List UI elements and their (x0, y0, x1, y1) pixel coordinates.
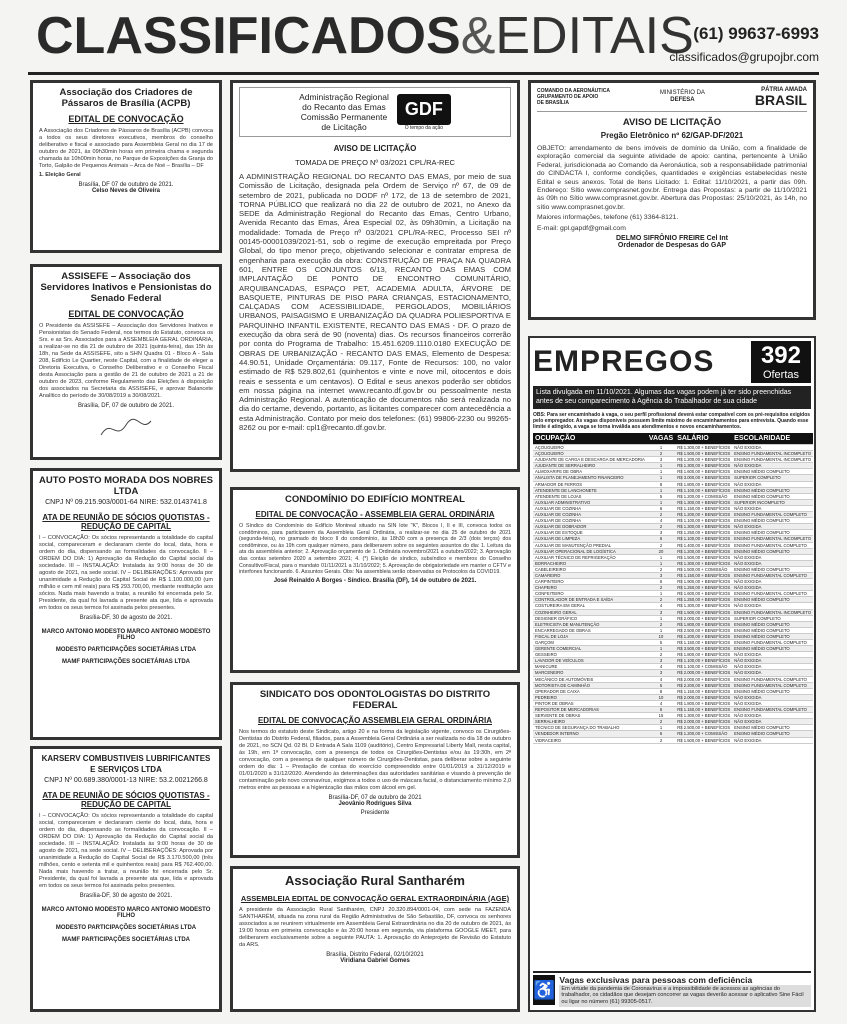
job-escolaridade: ENSINO MÉDIO COMPLETO (732, 621, 813, 627)
santharem-date: Brasília, Distrito Federal, 02/10/2021 (326, 952, 424, 958)
job-vagas: 3 (647, 457, 675, 463)
job-vagas: 4 (647, 603, 675, 609)
job-vagas: 2 (647, 451, 675, 457)
santharem-title: Associação Rural Santharém (285, 873, 465, 888)
job-salario: R$ 1.500,00 + BENEFÍCIOS (677, 609, 731, 615)
gap-brasil: BRASIL (754, 92, 807, 108)
job-ocupacao: GARÇOM (533, 640, 647, 646)
gap-ministry2: DEFESA (670, 97, 695, 103)
job-ocupacao: VIDRACEIRO (533, 737, 647, 743)
job-vagas: 2 (647, 524, 675, 530)
gdf-org3: Comissão Permanente (300, 112, 388, 122)
job-ocupacao: COZINHEIRO GERAL (533, 609, 647, 615)
job-salario: R$ 1.500,00 + BENEFÍCIOS (677, 554, 731, 560)
ofertas-count: 392 (760, 342, 801, 369)
job-salario: R$ 1.100,00 + BENEFÍCIOS (677, 518, 731, 524)
job-salario: R$ 3.000,00 + BENEFÍCIOS (677, 475, 731, 481)
job-vagas: 2 (647, 652, 675, 658)
job-escolaridade: ENSINO MÉDIO COMPLETO (732, 633, 813, 639)
job-vagas: 2 (647, 542, 675, 548)
santharem-subtitle: ASSEMBLEIA EDITAL DE CONVOCAÇÃO GERAL EXTRAORDINÁRIA (AGE) (240, 894, 510, 903)
deficiencia-box (533, 971, 811, 1007)
job-vagas: 10 (647, 633, 675, 639)
gap-info: Maiores informações, telefone (61) 3364-8121. (537, 214, 679, 222)
condominio-title: CONDOMÍNIO DO EDIFÍCIO MONTREAL (285, 494, 465, 505)
masthead-bold: CLASSIFICADOS (36, 7, 461, 65)
job-escolaridade: NÃO EXIGIDA (732, 713, 813, 719)
santharem-ad (230, 866, 520, 1012)
job-escolaridade: NÃO EXIGIDA (732, 579, 813, 585)
acpb-body: A Associação dos Criadores de Pássaros de Brasília (ACPB) convoca a todos os seus diretores executivos, membros do conselho deliberativo e fiscal e associado para Assembleia Geral no dia 17 de outubro de 2021, às 09h30min horas em primeira chama e segunda chamada às 10h00min horas, no Parque de Exposições da Granja do Torto, Galpão de Pequenos Animais – Arca de Noé – Brasília – DF (39, 128, 213, 169)
job-escolaridade: NÃO EXIGIDA (732, 670, 813, 676)
karserv-body: I – CONVOCAÇÃO: Os sócios representando a totalidade do capital social, compareceram e declararam ciente do local, data, hora e ordem do dia, dispensando as formalidades da convocação. II – ORDEM DO DIA: 1) Aprovação da Redução do Capital social da sociedade. III – INSTALAÇÃO: Instalada às 9:00 horas de 30 de agosto de 2021, na sede social. IV – DELIBERAÇÕES: Aprovada por unanimidade a Redução do Capital Social de R$ 3.170.500,00 (três milhões, cento e setenta mil e quinhentos reais) para R$ 762.400,00. Nada mais havendo a tratar, a reunião foi encerrada pelo Sr. Presidente, da qual foi lavrada a presente ata que, lida e aprovada em todos os seus termos foi assinada pelos presentes. (39, 813, 213, 889)
job-ocupacao: AUXILIAR DE COZINHA (533, 518, 647, 524)
job-salario: R$ 1.200,00 + BENEFÍCIOS (677, 548, 731, 554)
karserv-date: Brasília-DF, 30 de agosto de 2021. (79, 893, 173, 899)
job-ocupacao: COSTUREIRA EM GERAL (533, 603, 647, 609)
job-ocupacao: ALMOXARIFE DE OBRA (533, 469, 647, 475)
deficiencia-title: Vagas exclusivas para pessoas com deficiência (559, 974, 753, 985)
job-escolaridade: SUPERIOR COMPLETO (732, 615, 813, 621)
assisefe-date: Brasília, DF, 07 de outubro de 2021. (77, 403, 175, 409)
job-ocupacao: AUXILIAR TÉCNICO DE REFRIGERAÇÃO (533, 554, 647, 560)
empregos-section (528, 336, 816, 1012)
job-vagas: 5 (647, 682, 675, 688)
gap-role: Ordenador de Despesas do GAP (617, 242, 727, 250)
job-escolaridade: ENSINO FUNDAMENTAL INCOMPLETO (734, 536, 812, 542)
job-escolaridade: ENSINO MÉDIO COMPLETO (732, 646, 813, 652)
job-vagas: 3 (647, 530, 675, 536)
empregos-obs: OBS: Para ser encaminhado à vaga, o seu perfil profissional deverá estar compatível com os pré-requisitos exigidos pelo empregador. As vagas disponíveis possuem limite máximo de encaminhamentos para entrevista. Quando esse limite é atingido, a vaga se torna inválida aos atendimentos e novos encaminhamentos. (533, 412, 811, 430)
job-ocupacao: AUXILIAR DE DOBRADOR (533, 524, 647, 530)
job-escolaridade: ENSINO MÉDIO COMPLETO (732, 597, 813, 603)
job-vagas: 5 (647, 640, 675, 646)
masthead (36, 6, 694, 66)
santharem-body: A presidente da Associação Rural Santharém, CNPJ 20.320.894/0001-04, com sede na FAZENDA SANTHARÉM, situada na zona rural da Região Administrativa de São Sebastião, DF, convoca os senhores associados a se reunirem virtualmente em Assembleia Geral Extraordinária no dia 20 de outubro de 2021, às 19:00 horas em primeira convocação e às 20:00 horas em segunda, via plataforma GOOGLE MEET, para deliberarem exclusivamente sobre a seguinte PAUTA: 1. Aprovação do Anteprojeto de Revisão do Estatuto da ARS. (239, 907, 511, 948)
job-vagas: 8 (647, 481, 675, 487)
karserv-subtitle: ATA DE REUNIÃO DE SÓCIOS QUOTISTAS - REDUÇÃO DE CAPITAL (42, 791, 210, 809)
job-vagas: 1 (647, 591, 675, 597)
job-salario: R$ 1.300,00 + BENEFÍCIOS (677, 463, 731, 469)
assisefe-title: ASSISEFE – Associação dos Servidores Inativos e Pensionistas do Senado Federal (40, 271, 212, 304)
job-vagas: 1 (647, 475, 675, 481)
job-vagas: 3 (647, 572, 675, 578)
job-escolaridade: NÃO EXIGIDA (732, 585, 813, 591)
gap-signer: DELMO SIFRÔNIO FREIRE Cel Int (615, 235, 728, 243)
job-ocupacao: OPERADOR DE CAIXA (533, 688, 647, 694)
condominio-subtitle: EDITAL DE CONVOCAÇÃO - ASSEMBLEIA GERAL ORDINÁRIA (255, 510, 495, 519)
posto-sig2: MODESTO PARTICIPAÇÕES SOCIETÁRIAS LTDA (55, 647, 197, 653)
job-ocupacao: SERRALHEIRO (533, 719, 647, 725)
col-ocupacao: OCUPAÇÃO (533, 433, 647, 445)
job-vagas: 1 (647, 725, 675, 731)
job-vagas: 15 (647, 713, 675, 719)
job-ocupacao: ANALISTA DE PLANEJAMENTO FINANCEIRO (533, 475, 647, 481)
gap-patria: PÁTRIA AMADA (761, 87, 807, 93)
job-escolaridade: NÃO EXIGIDA (732, 700, 813, 706)
job-vagas: 2 (647, 512, 675, 518)
job-escolaridade: ENSINO FUNDAMENTAL COMPLETO (732, 676, 813, 682)
jobs-header-row (533, 433, 813, 445)
karserv-ad (30, 746, 222, 1012)
gap-org2: GRUPAMENTO DE APOIO (537, 94, 599, 100)
job-ocupacao: CARPINTEIRO (533, 579, 647, 585)
acpb-item: 1. Eleição Geral (39, 172, 81, 178)
job-salario: R$ 1.150,00 + BENEFÍCIOS (677, 572, 731, 578)
posto-subtitle: ATA DE REUNIÃO DE SÓCIOS QUOTISTAS - REDUÇÃO DE CAPITAL (42, 513, 210, 531)
job-vagas: 20 (647, 548, 675, 554)
job-salario: R$ 1.100,00 + BENEFÍCIOS (677, 658, 731, 664)
job-escolaridade: NÃO EXIGIDA (732, 694, 813, 700)
gap-ref: Pregão Eletrônico nº 62/GAP-DF/2021 (600, 131, 744, 140)
sindicato-body: Nos termos do estatuto deste Sindicato, artigo 20 e na forma da legislação vigente, convoco os Cirurgiões-Dentistas do Distrito Federal, filiados, para a Assembleia Geral Ordinária a ser realizada no dia 18 de outubro de 2021, no SCN Qd. 02 Bl. D Entrada A Sala 1109 (auditório), Centro Empresarial Liberty Mall, nesta capital, às 19h, em 1ª convocação, com a presença de todos os Cirurgiões-Dentistas e/ou às 19:30h, em 2ª convocação, com a presença de qualquer número de Cirurgiões-Dentistas, para deliberar sobre a seguinte ordem do dia: 1 – Prestação de contas do exercício compreendido entre 01/01/2019 a 31/12/2019 e 01/01/2020 a 31/12/2020. Atendendo às determinações das autoridades sanitárias e visando à prevenção de contaminação pelo novo coronavírus, exigimos a todos o uso de máscara facial, o distanciamento mínimo 2,0 metros entre as pessoas e a higienização das mãos com álcool em gel. (239, 729, 511, 791)
job-ocupacao: CONTROLADOR DE ENTRADA E SAÍDA (533, 597, 647, 603)
job-escolaridade: NÃO EXIGIDA (732, 445, 813, 451)
job-vagas: 2 (647, 585, 675, 591)
job-escolaridade: ENSINO MÉDIO COMPLETO (732, 493, 813, 499)
job-salario: R$ 2.000,00 + BENEFÍCIOS (677, 676, 731, 682)
gap-title: AVISO DE LICITAÇÃO (622, 117, 722, 128)
job-ocupacao: MARCENEIRO (533, 670, 647, 676)
assisefe-subtitle: EDITAL DE CONVOCAÇÃO (68, 309, 184, 319)
job-escolaridade: SUPERIOR COMPLETO (732, 475, 813, 481)
gap-header (537, 87, 807, 112)
gap-email: E-mail: gpl.gapdf@gmail.com (537, 224, 626, 232)
job-escolaridade: ENSINO FUNDAMENTAL COMPLETO (732, 591, 813, 597)
job-salario: R$ 1.600,00 + BENEFÍCIOS (677, 591, 731, 597)
job-ocupacao: DESIGNER GRÁFICO (533, 615, 647, 621)
sindicato-date: Brasília-DF, 07 de outubro de 2021 (328, 795, 422, 801)
job-ocupacao: MECÂNICO DE AUTOMÓVEIS (533, 676, 647, 682)
job-ocupacao: AUXILIAR DE ESTOQUE (533, 530, 647, 536)
header-phone: (61) 99637-6993 (693, 24, 819, 43)
job-ocupacao: PINTOR DE OBRAS (533, 700, 647, 706)
job-vagas: 3 (647, 658, 675, 664)
job-salario: R$ 1.100,00 + BENEFÍCIOS (677, 487, 731, 493)
job-vagas: 5 (647, 493, 675, 499)
posto-sig1: MARCO ANTONIO MODESTO MARCO ANTONIO MODESTO FILHO (41, 629, 211, 641)
empregos-title: EMPREGOS (533, 345, 715, 378)
job-vagas: 6 (647, 707, 675, 713)
gdf-ad (230, 80, 520, 472)
job-row (533, 737, 813, 743)
job-salario: R$ 1.300,00 + BENEFÍCIOS (677, 445, 731, 450)
job-escolaridade: ENSINO FUNDAMENTAL COMPLETO (732, 542, 813, 548)
acpb-ad (30, 80, 222, 253)
job-salario: R$ 2.200,00 + BENEFÍCIOS (677, 682, 731, 688)
job-salario: R$ 1.500,00 + BENEFÍCIOS (677, 737, 731, 743)
job-salario: R$ 1.400,00 + BENEFÍCIOS (677, 542, 731, 548)
job-vagas: 2 (647, 597, 675, 603)
job-vagas: 1 (647, 445, 675, 451)
job-salario: R$ 2.500,00 + BENEFÍCIOS (677, 725, 731, 731)
karserv-sig1: MARCO ANTONIO MODESTO MARCO ANTONIO MODESTO FILHO (41, 907, 211, 919)
job-ocupacao: AUXILIAR DE MANUTENÇÃO PREDIAL (533, 542, 647, 548)
job-ocupacao: ATENDENTE DE LANCHONETE (533, 487, 647, 493)
job-ocupacao: FISCAL DE LOJA (533, 633, 647, 639)
job-ocupacao: AUXILIAR DE COZINHA (533, 505, 647, 511)
job-vagas: 6 (647, 536, 675, 542)
job-escolaridade: ENSINO FUNDAMENTAL COMPLETO (732, 682, 813, 688)
job-vagas: 3 (647, 670, 675, 676)
job-escolaridade: ENSINO FUNDAMENTAL COMPLETO (732, 707, 813, 713)
job-vagas: 8 (647, 688, 675, 694)
job-ocupacao: REPOSITOR DE MERCADORIAS (533, 707, 647, 713)
job-vagas: 1 (647, 627, 675, 633)
job-salario: R$ 1.100,00 + COMISSÃO (675, 664, 732, 670)
jobs-table (533, 433, 813, 744)
job-escolaridade: ENSINO MÉDIO COMPLETO (732, 548, 813, 554)
job-salario: R$ 1.900,00 + BENEFÍCIOS (677, 579, 731, 585)
job-salario: R$ 1.100,00 + BENEFÍCIOS (677, 536, 731, 542)
job-salario: R$ 1.800,00 + BENEFÍCIOS (677, 621, 731, 627)
job-salario: R$ 1.800,00 + BENEFÍCIOS (677, 700, 731, 706)
job-ocupacao: GERENTE COMERCIAL (533, 646, 647, 652)
job-vagas: 1 (647, 615, 675, 621)
masthead-amp: & (460, 7, 496, 65)
job-ocupacao: ENCARREGADO DE OBRAS (533, 627, 647, 633)
job-salario: R$ 1.800,00 + BENEFÍCIOS (677, 652, 731, 658)
condominio-signer: José Reinaldo A Borges - Síndico. Brasília (DF), 14 de outubro de 2021. (273, 577, 477, 584)
job-escolaridade: ENSINO FUNDAMENTAL COMPLETO (732, 572, 813, 578)
job-ocupacao: CABELEIREIRO (533, 566, 647, 572)
job-salario: R$ 1.150,00 + BENEFÍCIOS (677, 640, 731, 645)
job-ocupacao: ELETRICISTA DE MANUTENÇÃO (533, 621, 647, 627)
job-vagas: 1 (647, 646, 675, 652)
job-salario: R$ 1.250,00 + BENEFÍCIOS (677, 585, 731, 591)
job-escolaridade: ENSINO MÉDIO COMPLETO (732, 518, 813, 524)
col-escolaridade: ESCOLARIDADE (732, 433, 813, 445)
job-escolaridade: NÃO EXIGIDA (732, 505, 813, 511)
job-vagas: 10 (647, 694, 675, 700)
job-salario: R$ 1.200,00 + COMISSÃO (675, 731, 732, 737)
job-salario: R$ 1.800,00 + BENEFÍCIOS (677, 481, 731, 487)
job-ocupacao: PEDREIRO (533, 694, 647, 700)
job-salario: R$ 1.300,00 + BENEFÍCIOS (677, 560, 731, 566)
job-escolaridade: NÃO EXIGIDA (732, 719, 813, 725)
job-vagas: 3 (647, 609, 675, 615)
job-salario: R$ 1.600,00 + BENEFÍCIOS (677, 469, 731, 475)
job-ocupacao: AUXILIAR ADMINISTRATIVO (533, 499, 647, 505)
job-salario: R$ 2.000,00 + BENEFÍCIOS (677, 719, 731, 725)
job-escolaridade: ENSINO FUNDAMENTAL COMPLETO (732, 640, 813, 646)
job-vagas: 1 (647, 554, 675, 560)
job-ocupacao: AUXILIAR OPERACIONAL DE LOGÍSTICA (533, 548, 647, 554)
assisefe-body: O Presidente da ASSISEFE – Associação dos Servidores Inativos e Pensionistas do Senado Federal, nos termos do Estatuto, convoca os Srs. e as Srs. Associados para a ASSEMBLEIA GERAL ORDINÁRIA, a realizar-se no dia 21 de outubro de 2021 (quinta-feira), das 15h às 18h, na Sede da ASSISEFE, sito a SHN Quadra 01 - Bloco A - Sala 208, Edifício Le Quartier, neste Capital, com a finalidade de eleger a Diretoria Executiva, o Conselho Deliberativo e o Conselho Fiscal desta Associação para a gestão de 21 de outubro de 2021 a 21 de outubro de 2023, conforme Regulamento das Eleições à disposição dos associados na Secretaria da ASSISEFE, e aprovar Balancete Analítico do período de 30/08/2019 a 30/08/2021. (39, 323, 213, 399)
gdf-title: AVISO DE LICITAÇÃO (333, 144, 417, 153)
header-rule (28, 72, 819, 75)
job-salario: R$ 2.500,00 + BENEFÍCIOS (677, 627, 731, 633)
job-salario: R$ 1.300,00 + BENEFÍCIOS (677, 499, 731, 505)
job-vagas: 4 (647, 676, 675, 682)
job-escolaridade: NÃO EXIGIDA (732, 524, 813, 530)
sindicato-role: Presidente (360, 810, 390, 816)
gdf-org2: do Recanto das Emas (302, 102, 386, 112)
job-vagas: 1 (647, 487, 675, 493)
santharem-signer: Viridiana Gabriel Gomes (340, 958, 410, 964)
job-salario: R$ 1.150,00 + BENEFÍCIOS (677, 707, 731, 713)
assisefe-ad (30, 264, 222, 460)
job-ocupacao: MOTORISTA DE CAMINHÃO (533, 682, 647, 688)
ofertas-badge (751, 341, 811, 383)
job-vagas: 4 (647, 664, 675, 670)
job-salario: R$ 1.200,00 + BENEFÍCIOS (677, 512, 731, 518)
job-escolaridade: NÃO EXIGIDA (732, 737, 813, 743)
job-ocupacao: AUXILIAR DE COZINHA (533, 512, 647, 518)
job-ocupacao: ARMADOR DE FERROS (533, 481, 647, 487)
job-vagas: 6 (647, 505, 675, 511)
sindicato-ad (230, 682, 520, 858)
gap-body: OBJETO: arrendamento de bens imóveis de domínio da União, com a finalidade de exploração comercial da seguinte atividade de apoio: cantina, pertencente à União Federal, jurisdicionada ao Comando da Aeronáutica, sob a responsabilidade patrimonial do CINDACTA I, conforme condições, quantidades e exigências estabelecidas neste Edital e seus anexos. Total de Itens Licitado: 1. Edital: 11/10/2021, a partir das 09h. Endereço: Sítio www.comprasnet.gov.br. Entrega das Propostas: a partir de 11/10/2021 às 09h no Sítio www.comprasnet.gov.br. Abertura das Propostas: 25/10/2021, às 14h, no sítio www.comprasnet.gov.br. (537, 145, 807, 211)
job-escolaridade: ENSINO MÉDIO COMPLETO (732, 725, 813, 731)
gap-org3: DE BRASÍLIA (537, 100, 569, 106)
job-vagas: 2 (647, 737, 675, 743)
job-escolaridade: NÃO EXIGIDA (732, 463, 813, 469)
header-email: classificados@grupojbr.com (669, 50, 819, 64)
job-escolaridade: ENSINO MÉDIO COMPLETO (732, 627, 813, 633)
job-ocupacao: LAVADOR DE VEÍCULOS (533, 658, 647, 664)
gdf-ref: TOMADA DE PREÇO Nº 03/2021 CPL/RA-REC (295, 158, 455, 167)
karserv-title: KARSERV COMBUSTIVEIS LUBRIFICANTES E SERVIÇOS LTDA (41, 754, 211, 774)
sindicato-signer: Jeovânio Rodrigues Silva (338, 801, 412, 807)
sindicato-subtitle: EDITAL DE CONVOCAÇÃO ASSEMBLEIA GERAL ORDINÁRIA (257, 716, 493, 725)
karserv-sig2: MODESTO PARTICIPAÇÕES SOCIETÁRIAS LTDA (55, 925, 197, 931)
empregos-header (533, 341, 811, 383)
job-salario: R$ 1.250,00 + BENEFÍCIOS (677, 597, 731, 603)
job-vagas: 2 (647, 566, 675, 572)
job-escolaridade: ENSINO MÉDIO COMPLETO (732, 566, 813, 572)
job-escolaridade: ENSINO MÉDIO COMPLETO (732, 487, 813, 493)
job-vagas: 2 (647, 621, 675, 627)
condominio-ad (230, 487, 520, 673)
job-salario: R$ 2.000,00 + BENEFÍCIOS (677, 694, 731, 700)
job-escolaridade: NÃO EXIGIDA (732, 554, 813, 560)
job-salario: R$ 1.250,00 + BENEFÍCIOS (677, 530, 731, 536)
gap-ad (528, 80, 816, 320)
karserv-ids: CNPJ Nº 00.689.380/0001-13 NIRE: 53.2.0021266.8 (44, 777, 208, 784)
job-vagas: 4 (647, 700, 675, 706)
sindicato-title: SINDICATO DOS ODONTOLOGISTAS DO DISTRITO FEDERAL (259, 689, 491, 711)
gdf-body: A ADMINISTRAÇÃO REGIONAL DO RECANTO DAS EMAS, por meio de sua Comissão de Licitação, designada pela Ordem de Serviço nº 67, de 09 de setembro de 2021, publicada no DODF nº 172, de 13 de setembro de 2021, TORNA PÚBLICO que realizará no dia 22 de outubro de 2021, no Anexo da SEDE da Administração Regional do Recanto das Emas, Centro Urbano, Avenida Recanto das Emas, Área Especial 02, às 09h30min, a Licitação na modalidade: Tomada de Preço nº 03/2021 CPL/RA-REC, Processo SEI nº 00145-00001039/2021-51, sob o regime de execução empreitada por Preço Global, do tipo menor preço, objetivando selecionar e contratar empresa de engenharia para execução da obra: CONSTRUÇÃO DE PRAÇA NA QUADRA 601, ENTRE OS CONJUNTOS 6/13, RECANTO DAS EMAS COM IMPLANTAÇÃO DE PONTO DE ENCONTRO COMUNITÁRIO, ARQUIBANCADAS, ESPAÇO PET, ACADEMIA ADULTA, ÁRVORE DE BASQUETE, PINTURAS DE PISO PARA CRIANÇAS, ESTACIONAMENTO, CALÇADAS COM ACESSIBILIDADE, PERGOLADOS, MOBILIÁRIOS URBANOS, PAISAGISMO E URBANIZAÇÃO DA QUADRA POLIESPORTIVA E PARQUINHO INFANTIL EXISTENTE, RECANTO DAS EMAS - DF. O prazo de execução da obra será de 90 (noventa) dias. Os recursos financeiros correrão por conta do Programa de Trabalho: 15.451.6209.1110.0180 EXECUÇÃO DE OBRAS DE URBANIZAÇÃO - RECANTO DAS EMAS, Elemento de Despesa: 44.90.51, Unidade Orçamentária: 09.117, Fonte de Recursos: 100, no valor estimado de R$ 529.802,61 (quinhentos e vinte e nove mil, oitocentos e dois reais e sessenta e um centavos). O Edital e seus anexos poderão ser obtidos em nossa página na internet www.recanto.df.gov.br ou pessoalmente nesta Administração Regional. A autenticação de documentos não será realizada no dia do certame, devendo, portanto, as licitantes comparecer com antecedência a esta Administração. Contato por meio dos telefones: (61) 99806-2230 ou 99265-8262 ou por e-mail: cpl1@recanto.df.gov.br. (239, 172, 511, 433)
job-escolaridade: ENSINO MÉDIO COMPLETO (732, 469, 813, 475)
job-ocupacao: AUXILIAR DE LIMPEZA (533, 536, 647, 542)
job-salario: R$ 1.200,00 + BENEFÍCIOS (677, 633, 731, 639)
job-escolaridade: NÃO EXIGIDA (732, 481, 813, 487)
job-salario: R$ 3.500,00 + BENEFÍCIOS (677, 646, 731, 652)
signature-image (96, 413, 156, 443)
job-vagas: 1 (647, 560, 675, 566)
gdf-org1: Administração Regional (299, 92, 389, 102)
job-salario: R$ 1.150,00 + BENEFÍCIOS (677, 688, 731, 694)
job-salario: R$ 1.500,00 + BENEFÍCIOS (677, 451, 731, 457)
job-ocupacao: AJUDANTE DE CARGA E DESCARGA DE MERCADORIA (535, 457, 645, 463)
job-escolaridade: NÃO EXIGIDA (732, 658, 813, 664)
job-vagas: 1 (647, 463, 675, 469)
job-vagas: 6 (647, 579, 675, 585)
job-escolaridade: ENSINO MÉDIO COMPLETO (732, 731, 813, 737)
job-ocupacao: GESSEIRO (533, 652, 647, 658)
job-ocupacao: CONFEITEIRO (533, 591, 647, 597)
job-escolaridade: NÃO EXIGIDA (732, 560, 813, 566)
gdf-org4: de Licitação (321, 122, 367, 132)
karserv-sig3: MAMF PARTICIPAÇÕES SOCIETÁRIAS LTDA (62, 937, 190, 943)
acpb-signer: Celso Neves de Oliveira (91, 188, 161, 194)
job-ocupacao: SERVENTE DE OBRAS (533, 713, 647, 719)
gdf-logo: GDF (397, 94, 451, 125)
job-ocupacao: AÇOUGUEIRO (533, 451, 647, 457)
job-ocupacao: AÇOUGUEIRO (533, 445, 647, 451)
job-ocupacao: VENDEDOR INTERNO (533, 731, 647, 737)
job-escolaridade: ENSINO MÉDIO COMPLETO (732, 530, 813, 536)
ofertas-label: Ofertas (762, 369, 800, 381)
gdf-header (239, 87, 511, 137)
posto-date: Brasília-DF, 30 de agosto de 2021. (79, 615, 173, 621)
job-salario: R$ 1.200,00 + COMISSÃO (675, 493, 732, 499)
job-vagas: 1 (647, 499, 675, 505)
job-vagas: 4 (647, 518, 675, 524)
acpb-date: Brasília, DF 07 de outubro de 2021. (78, 182, 174, 188)
col-salario: SALÁRIO (675, 433, 732, 445)
job-salario: R$ 1.300,00 + BENEFÍCIOS (677, 713, 731, 719)
job-salario: R$ 1.200,00 + BENEFÍCIOS (677, 457, 731, 463)
job-escolaridade: ENSINO FUNDAMENTAL INCOMPLETO (734, 451, 812, 457)
gap-ministry1: MINISTÉRIO DA (659, 90, 705, 96)
gdf-logo-tag: O tempo da ação (404, 124, 444, 131)
job-salario: R$ 1.500,00 + COMISSÃO (675, 566, 732, 572)
job-vagas: 2 (647, 719, 675, 725)
deficiencia-body: Em virtude da pandemia de Coronavírus e a impossibilidade de acessos as agências do trabalhador, os cidadãos que desejam concorrer as vagas deverão acessar o aplicativo Sine Fácil ou ligar no número (61) 99305-0517. (559, 985, 811, 1007)
accessibility-icon: ♿ (533, 975, 555, 1005)
posto-sig3: MAMF PARTICIPAÇÕES SOCIETÁRIAS LTDA (62, 659, 190, 665)
job-salario: R$ 1.300,00 + BENEFÍCIOS (677, 524, 731, 530)
empregos-intro: Lista divulgada em 11/10/2021. Algumas das vagas podem já ter sido preenchidas antes de seu comparecimento à Agência do Trabalhador de sua cidade (533, 386, 811, 409)
job-ocupacao: BORRACHEIRO (533, 560, 647, 566)
posto-body: I – CONVOCAÇÃO: Os sócios representando a totalidade do capital social, compareceram e declararam ciente do local, data, hora e ordem do dia, dispensando as formalidades da convocação. II – ORDEM DO DIA: 1) Aprovação da Redução do Capital social da sociedade. III – INSTALAÇÃO: Instalada às 9:00 horas de 30 de agosto de 2021, na sede social. IV – DELIBERAÇÕES: Aprovada por unanimidade a Redução do Capital Social de R$ 1.100.000,00 (um milhão e cem mil reais) para R$ 293.700,00, mediante restituição aos sócios. Nada mais havendo a tratar, a reunião foi encerrada pelo Sr. Presidente, da qual foi lavrada a presente ata que, lida e aprovada em todos os seus termos foi assinada pelos presentes. (39, 535, 213, 611)
acpb-subtitle: EDITAL DE CONVOCAÇÃO (68, 114, 184, 124)
posto-ids: CNPJ Nº 09.215.903/0001-64 NIRE: 532.0143741.8 (45, 499, 207, 506)
condominio-body: O Síndico do Condomínio do Edifício Montreal situado na SIN lote "K", Blocos I, II e III, convoca todos os condôminos, para participarem da Assembleia Geral Ordinária, a realizar-se no dia 25 de outubro de 2021 (segunda-feira), no gramado do bloco II do condomínio, às 18h30 com a presença de 2/3 (dois terços) dos condôminos, ou às 19h com qualquer número, para deliberarem sobre os seguintes assuntos do dia: 1. Leitura da ata da assembleia anterior; 2. Aprovação orçamento de 1. Ordinária novembro/2021 a outubro/2022; 3. Aprovação das contas setembro 2020 a setembro 2021; 4. (*) Eleição de síndico, subsíndico e membros do Conselho Consultivo/Fiscal, para o mandato 01/11/2021 a 31/10/2022; 5. Aprovação de obrigatoriedade em manter o CFTV e interfones funcionando. 6. Assuntos Gerais. Obs: Na assembleia serão observadas os Protocolos da COVID19. (239, 523, 511, 576)
job-escolaridade: ENSINO FUNDAMENTAL COMPLETO (732, 512, 813, 518)
masthead-light: EDITAIS (495, 7, 694, 65)
job-ocupacao: CAMAREIRO (533, 572, 647, 578)
job-escolaridade: NÃO EXIGIDA (732, 603, 813, 609)
job-salario: R$ 2.000,00 + BENEFÍCIOS (677, 615, 731, 621)
posto-ad (30, 468, 222, 740)
job-salario: R$ 1.300,00 + BENEFÍCIOS (677, 603, 731, 609)
job-salario: R$ 2.000,00 + BENEFÍCIOS (677, 670, 731, 676)
job-ocupacao: ATENDENTE DE LOJAS (533, 493, 647, 499)
job-escolaridade: ENSINO FUNDAMENTAL INCOMPLETO (734, 609, 812, 615)
acpb-title: Associação dos Criadores de Pássaros de Brasília (ACPB) (59, 87, 193, 109)
posto-title: AUTO POSTO MORADA DOS NOBRES LTDA (39, 475, 214, 497)
job-escolaridade: NÃO EXIGIDA (732, 664, 813, 670)
job-ocupacao: MANICURE (533, 664, 647, 670)
job-vagas: 6 (647, 731, 675, 737)
job-vagas: 1 (647, 469, 675, 475)
job-ocupacao: CHAPEIRO (533, 585, 647, 591)
job-escolaridade: ENSINO FUNDAMENTAL INCOMPLETO (734, 457, 812, 463)
job-ocupacao: TÉCNICO DE SEGURANÇA DO TRABALHO (533, 725, 647, 731)
job-salario: R$ 1.150,00 + BENEFÍCIOS (677, 505, 731, 511)
job-escolaridade: NÃO EXIGIDA (732, 652, 813, 658)
job-escolaridade: SUPERIOR INCOMPLETO (732, 499, 813, 505)
job-ocupacao: AJUDANTE DE SERRALHEIRO (533, 463, 647, 469)
job-escolaridade: ENSINO MÉDIO COMPLETO (732, 688, 813, 694)
col-vagas: VAGAS (647, 433, 675, 445)
gap-org1: COMANDO DA AERONÁUTICA (537, 88, 610, 94)
